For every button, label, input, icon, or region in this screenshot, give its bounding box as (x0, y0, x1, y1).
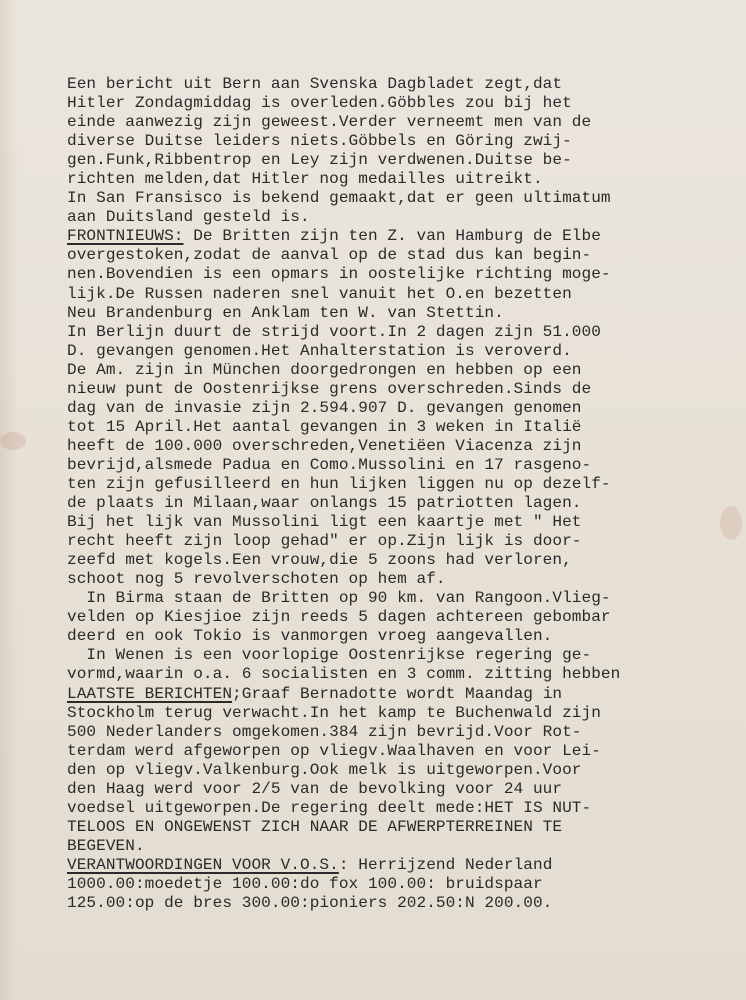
line-text: BEGEVEN. (67, 836, 145, 855)
line-text: Een bericht uit Bern aan Svenska Dagbladet zegt,dat (67, 75, 563, 93)
line-text: TELOOS EN ONGEWENST ZICH NAAR DE AFWERPTERREINEN TE (67, 817, 563, 836)
text-line (67, 646, 743, 665)
text-line (67, 589, 743, 608)
text-line (67, 456, 743, 475)
line-text: overgestoken,zodat de aanval op de stad dus kan begin- (67, 246, 592, 265)
line-text: den Haag werd voor 2/5 van de bevolking voor 24 uur (67, 779, 563, 798)
text-line (67, 685, 743, 704)
line-text: 1000.00:moedetje 100.00:do fox 100.00: bruidspaar (67, 874, 543, 893)
text-line (67, 761, 743, 780)
text-line (67, 704, 743, 723)
text-line (67, 513, 743, 532)
bulletin-body-text (67, 75, 743, 913)
text-line (67, 170, 743, 189)
line-text: Neu Brandenburg en Anklam ten W. van Stettin. (67, 303, 504, 322)
line-text: zeefd met kogels.Een vrouw,die 5 zoons had verloren, (67, 551, 572, 570)
line-text: de plaats in Milaan,waar onlangs 15 patriotten lagen. (67, 494, 582, 513)
line-text: dag van de invasie zijn 2.594.907 D. gevangen genomen (67, 398, 582, 417)
line-text: De Britten zijn ten Z. van Hamburg de Elbe (183, 227, 601, 246)
text-line (67, 418, 743, 437)
text-line (67, 246, 743, 265)
line-text: In Berlijn duurt de strijd voort.In 2 dagen zijn 51.000 (67, 322, 601, 341)
line-text: 125.00:op de bres 300.00:pioniers 202.50:N 200.00. (67, 894, 553, 913)
line-text: ;Graaf Bernadotte wordt Maandag in (232, 684, 563, 703)
line-text: einde aanwezig zijn geweest.Verder verneemt men van de (67, 113, 592, 132)
line-text: tot 15 April.Het aantal gevangen in 3 weken in Italië (67, 417, 582, 436)
text-line (67, 189, 743, 208)
text-line (67, 742, 743, 761)
text-line (67, 361, 743, 380)
line-text: recht heeft zijn loop gehad" er op.Zijn lijk is door- (67, 532, 582, 551)
text-line (67, 627, 743, 646)
line-text: nen.Bovendien is een opmars in oostelijke richting moge- (67, 265, 611, 284)
line-text: nieuw punt de Oostenrijkse grens overschreden.Sinds de (67, 379, 592, 398)
text-line (67, 380, 743, 399)
text-line (67, 608, 743, 627)
paper-stain (0, 432, 26, 450)
text-line (67, 265, 743, 284)
text-line (67, 723, 743, 742)
text-line (67, 837, 743, 856)
text-line (67, 780, 743, 799)
line-text: D. gevangen genomen.Het Anhalterstation is veroverd. (67, 341, 572, 360)
text-line (67, 75, 743, 94)
text-line (67, 475, 743, 494)
line-text: bevrijd,alsmede Padua en Como.Mussolini en 17 rasgeno- (67, 455, 592, 474)
text-line (67, 285, 743, 304)
line-text: heeft de 100.000 overschreden,Venetiëen Viacenza zijn (67, 436, 582, 455)
line-text: ten zijn gefusilleerd en hun lijken liggen nu op dezelf- (67, 474, 611, 493)
text-line (67, 399, 743, 418)
line-text: diverse Duitse leiders niets.Göbbels en Göring zwij- (67, 132, 572, 151)
text-line (67, 151, 743, 170)
text-line (67, 323, 743, 342)
line-text: Stockholm terug verwacht.In het kamp te Buchenwald zijn (67, 703, 601, 722)
text-line (67, 208, 743, 227)
line-text: vormd,waarin o.a. 6 socialisten en 3 comm. zitting hebben (67, 665, 621, 684)
section-heading: VERANTWOORDINGEN VOOR V.O.S. (67, 855, 339, 874)
text-line (67, 113, 743, 132)
line-text: terdam werd afgeworpen op vliegv.Waalhaven en voor Lei- (67, 741, 601, 760)
line-text: 500 Nederlanders omgekomen.384 zijn bevrijd.Voor Rot- (67, 722, 582, 741)
text-line (67, 894, 743, 913)
line-text: Hitler Zondagmiddag is overleden.Göbbles zou bij het (67, 94, 572, 113)
text-line (67, 437, 743, 456)
line-text: gen.Funk,Ribbentrop en Ley zijn verdwenen.Duitse be- (67, 151, 572, 170)
line-text: : Herrijzend Nederland (338, 855, 553, 874)
text-line (67, 494, 743, 513)
text-line (67, 342, 743, 361)
line-text: voedsel uitgeworpen.De regering deelt mede:HET IS NUT- (67, 798, 592, 817)
section-heading: FRONTNIEUWS: (67, 227, 184, 246)
line-text: lijk.De Russen naderen snel vanuit het O.en bezetten (67, 284, 572, 303)
text-line (67, 304, 743, 323)
line-text: In Wenen is een voorlopige Oostenrijkse regering ge- (67, 646, 592, 665)
line-text: schoot nog 5 revolverschoten op hem af. (67, 570, 446, 589)
text-line (67, 132, 743, 151)
text-line (67, 227, 743, 246)
line-text: In San Fransisco is bekend gemaakt,dat er geen ultimatum (67, 189, 611, 208)
line-text: In Birma staan de Britten op 90 km. van Rangoon.Vlieg- (67, 589, 611, 608)
text-line (67, 532, 743, 551)
line-text: richten melden,dat Hitler nog medailles uitreikt. (67, 170, 543, 189)
text-line (67, 94, 743, 113)
line-text: Bij het lijk van Mussolini ligt een kaartje met " Het (67, 513, 582, 532)
text-line (67, 875, 743, 894)
text-line (67, 818, 743, 837)
line-text: De Am. zijn in München doorgedrongen en hebben op een (67, 360, 582, 379)
line-text: aan Duitsland gesteld is. (67, 208, 310, 227)
section-heading: LAATSTE BERICHTEN (67, 684, 233, 703)
line-text: velden op Kiesjioe zijn reeds 5 dagen achtereen gebombar (67, 608, 611, 627)
text-line (67, 665, 743, 684)
line-text: den op vliegv.Valkenburg.Ook melk is uitgeworpen.Voor (67, 760, 582, 779)
line-text: deerd en ook Tokio is vanmorgen vroeg aangevallen. (67, 627, 553, 646)
text-line (67, 856, 743, 875)
text-line (67, 799, 743, 818)
text-line (67, 570, 743, 589)
text-line (67, 551, 743, 570)
